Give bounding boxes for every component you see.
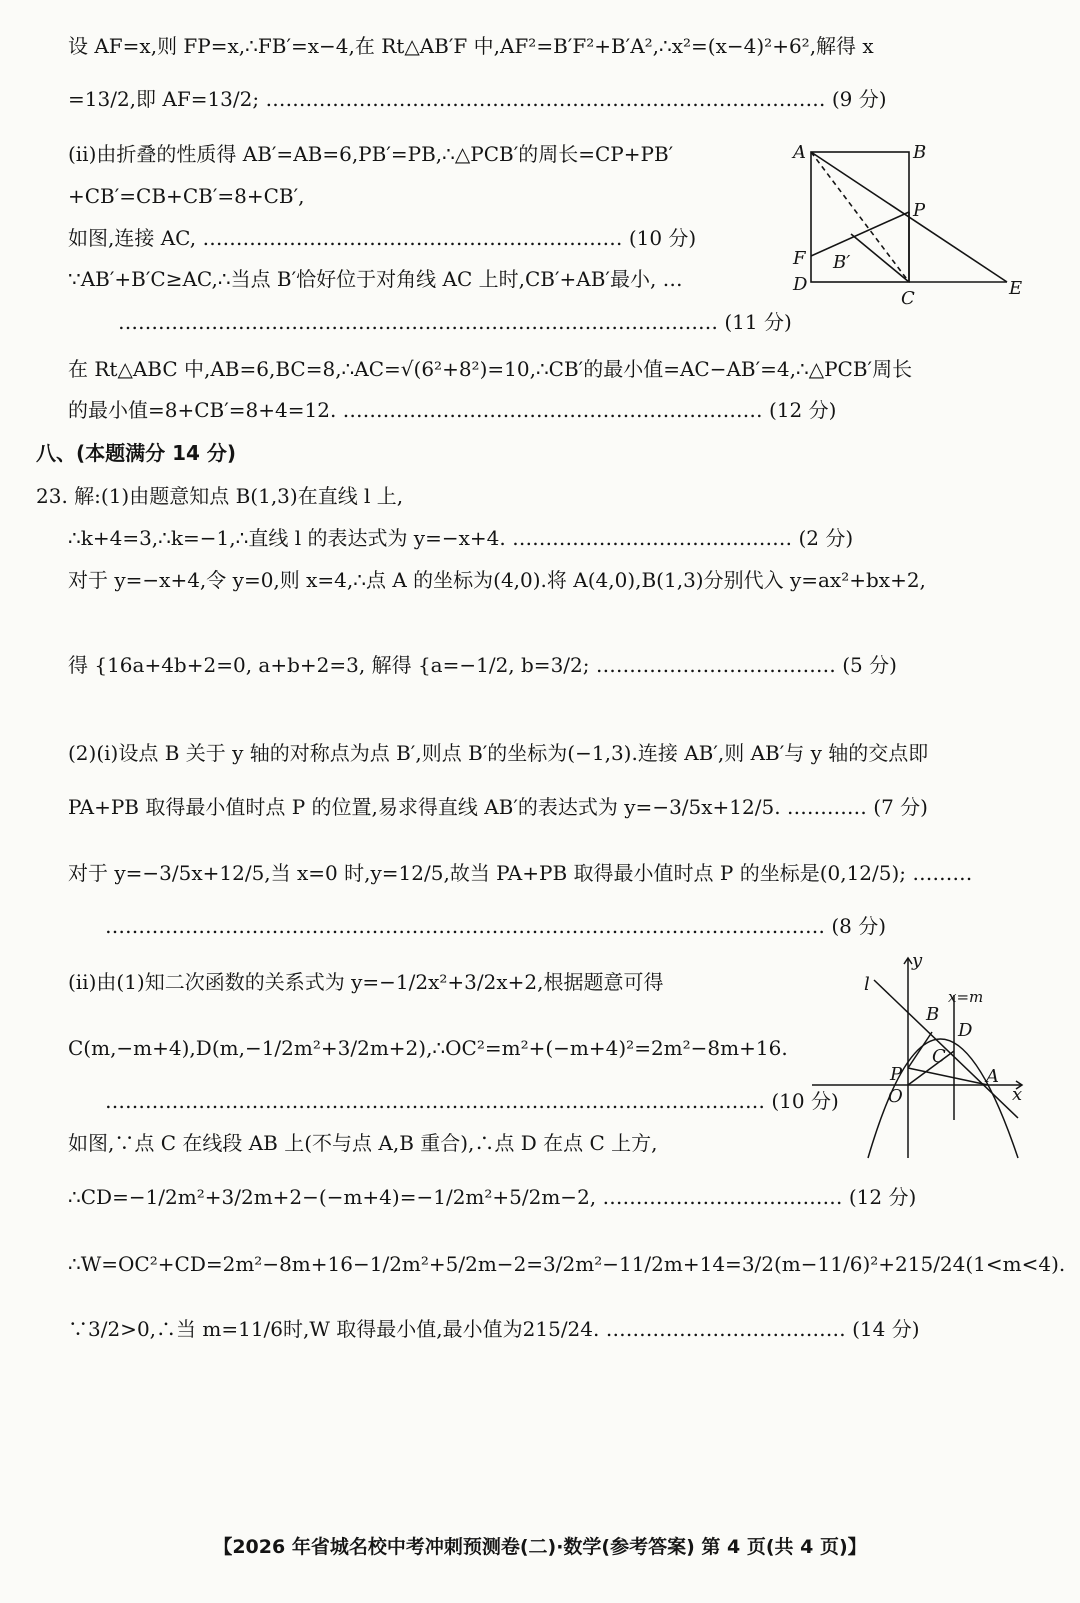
text-line: (ⅱ)由(1)知二次函数的关系式为 y=−1/2x²+3/2x+2,根据题意可得 bbox=[68, 970, 664, 994]
text-line: (ⅱ)由折叠的性质得 AB′=AB=6,PB′=PB,∴△PCB′的周长=CP+PB′ bbox=[68, 142, 674, 166]
text-line: ∴k+4=3,∴k=−1,∴直线 l 的表达式为 y=−x+4. …………………………………… (2 分) bbox=[68, 526, 854, 550]
label-C: C bbox=[901, 288, 915, 309]
label-x-axis: x bbox=[1012, 1084, 1023, 1105]
question-23-start: 23. 解:(1)由题意知点 B(1,3)在直线 l 上, bbox=[36, 484, 404, 508]
label-C: C bbox=[932, 1046, 946, 1067]
text-line: C(m,−m+4),D(m,−1/2m²+3/2m+2),∴OC²=m²+(−m+4)²=2m²−8m+16. bbox=[68, 1036, 788, 1060]
text-line: 对于 y=−3/5x+12/5,当 x=0 时,y=12/5,故当 PA+PB 取得最小值时点 P 的坐标是(0,12/5); ……… bbox=[68, 861, 973, 885]
text-line: 得 {16a+4b+2=0, a+b+2=3, 解得 {a=−1/2, b=3/2; ……………………………… (5 分) bbox=[68, 653, 897, 677]
label-x-equals-m: x=m bbox=[948, 988, 984, 1006]
label-P: P bbox=[890, 1064, 903, 1085]
parabola-figure bbox=[808, 950, 1030, 1160]
text-line: ∴W=OC²+CD=2m²−8m+16−1/2m²+5/2m−2=3/2m²−11/2m+14=3/2(m−11/6)²+215/24(1<m<4). bbox=[68, 1252, 1066, 1276]
text-line: ∴CD=−1/2m²+3/2m+2−(−m+4)=−1/2m²+5/2m−2, ……………………………… (12 分) bbox=[68, 1185, 917, 1209]
text-line: 在 Rt△ABC 中,AB=6,BC=8,∴AC=√(6²+8²)=10,∴CB′的最小值=AC−AB′=4,∴△PCB′周长 bbox=[68, 357, 913, 381]
label-B-prime: B′ bbox=[833, 252, 851, 273]
label-l: l bbox=[864, 974, 870, 995]
parabola-svg bbox=[808, 950, 1030, 1160]
text-line: 如图,∵点 C 在线段 AB 上(不与点 A,B 重合),∴点 D 在点 C 上方, bbox=[68, 1131, 658, 1155]
label-F: F bbox=[793, 248, 806, 269]
rectangle-fold-svg bbox=[785, 138, 1035, 313]
text-line: +CB′=CB+CB′=8+CB′, bbox=[68, 184, 305, 208]
label-y-axis: y bbox=[912, 950, 923, 971]
text-line: =13/2,即 AF=13/2; ………………………………………………………………………… (9 分) bbox=[68, 87, 887, 111]
label-P: P bbox=[913, 200, 926, 221]
text-line: ……………………………………………………………………………………………… (8 分) bbox=[105, 914, 887, 938]
text-line: 对于 y=−x+4,令 y=0,则 x=4,∴点 A 的坐标为(4,0).将 A(4,0),B(1,3)分别代入 y=ax²+bx+2, bbox=[68, 568, 926, 592]
page-footer: 【2026 年省城名校中考冲刺预测卷(二)·数学(参考答案) 第 4 页(共 4 页)】 bbox=[213, 1536, 867, 1558]
label-E: E bbox=[1009, 278, 1023, 299]
text-line: ∵3/2>0,∴当 m=11/6时,W 取得最小值,最小值为215/24. ……………………………… (14 分) bbox=[68, 1317, 920, 1341]
text-line: ∵AB′+B′C≥AC,∴当点 B′恰好位于对角线 AC 上时,CB′+AB′最小, … bbox=[68, 267, 683, 291]
text-line: ……………………………………………………………………………… (11 分) bbox=[118, 310, 792, 334]
label-B: B bbox=[926, 1004, 940, 1025]
section-heading: 八、(本题满分 14 分) bbox=[36, 441, 237, 465]
label-D: D bbox=[793, 274, 808, 295]
text-line: PA+PB 取得最小值时点 P 的位置,易求得直线 AB′的表达式为 y=−3/5x+12/5. ………… (7 分) bbox=[68, 795, 928, 819]
label-B: B bbox=[913, 142, 927, 163]
text-line: 如图,连接 AC, ……………………………………………………… (10 分) bbox=[68, 226, 697, 250]
text-line: 的最小值=8+CB′=8+4=12. ……………………………………………………… (12 分) bbox=[68, 398, 837, 422]
label-D: D bbox=[958, 1020, 973, 1041]
rectangle-fold-figure bbox=[785, 138, 1035, 313]
label-O: O bbox=[888, 1086, 903, 1107]
label-A: A bbox=[793, 142, 806, 163]
text-line: ……………………………………………………………………………………… (10 分) bbox=[105, 1089, 839, 1113]
text-line: (2)(ⅰ)设点 B 关于 y 轴的对称点为点 B′,则点 B′的坐标为(−1,3).连接 AB′,则 AB′与 y 轴的交点即 bbox=[68, 741, 929, 765]
text-line: 设 AF=x,则 FP=x,∴FB′=x−4,在 Rt△AB′F 中,AF²=B′F²+B′A²,∴x²=(x−4)²+6²,解得 x bbox=[68, 34, 874, 58]
label-A: A bbox=[986, 1066, 999, 1087]
